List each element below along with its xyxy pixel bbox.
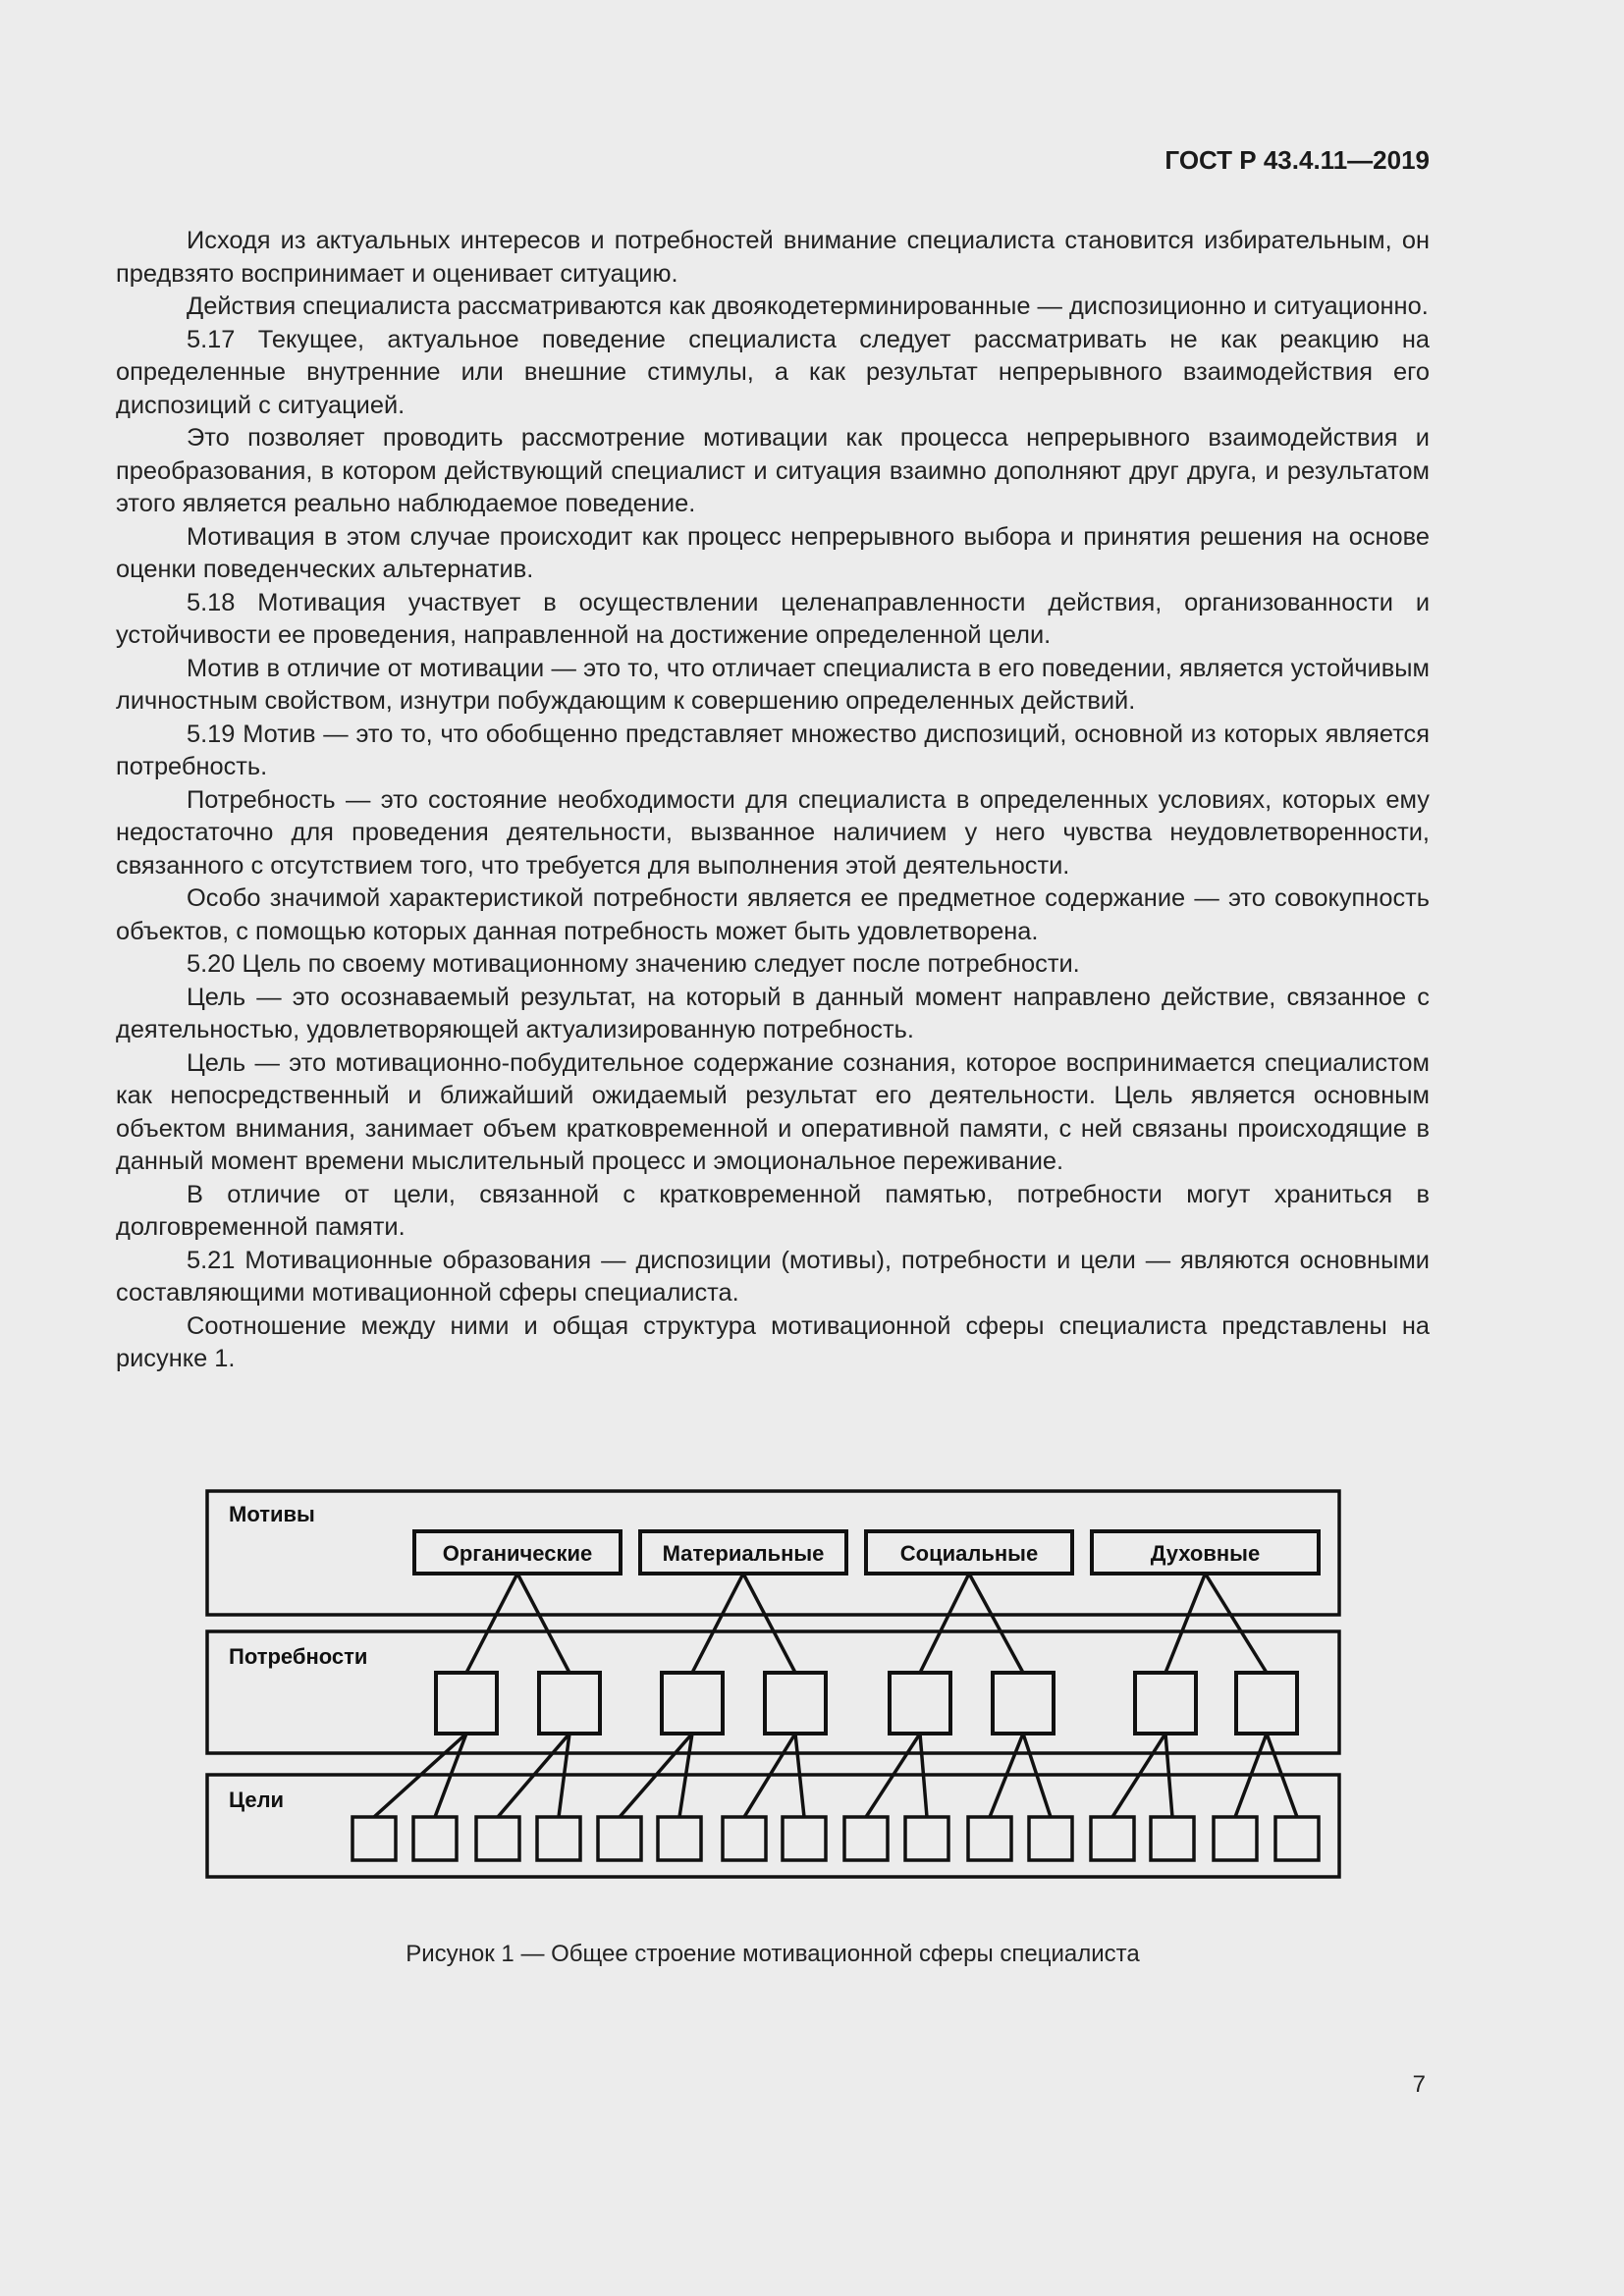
need-box (662, 1673, 723, 1734)
goal-box (783, 1817, 826, 1860)
goal-box (844, 1817, 888, 1860)
motive-need-connector (1206, 1574, 1268, 1673)
paragraph: 5.19 Мотив — это то, что обобщенно представляет множество диспозиций, основной из которых является потребность. (116, 720, 1430, 780)
need-box (436, 1673, 497, 1734)
paragraph: 5.20 Цель по своему мотивационному значению следует после потребности. (187, 950, 1080, 978)
paragraph: Особо значимой характеристикой потребности является ее предметное содержание — это совокупность объектов, с помощью которых данная потребность может быть удовлетворена. (116, 884, 1430, 945)
goal-box (476, 1817, 519, 1860)
paragraph: Цель — это осознаваемый результат, на который в данный момент направлено действие, связанное с деятельностью, удовлетворяющей актуализированную потребность. (116, 983, 1430, 1043)
paragraph: 5.18 Мотивация участвует в осуществлении целенаправленности действия, организованности и устойчивости ее проведения, направленной на достижение определенной цели. (116, 588, 1430, 649)
needs-label: Потребности (229, 1644, 368, 1669)
motive-need-connector (1165, 1574, 1206, 1673)
motive-label: Духовные (1150, 1541, 1261, 1566)
paragraph: 5.21 Мотивационные образования — диспозиции (мотивы), потребности и цели — являются основными составляющими мотивационной сферы специалиста. (116, 1246, 1430, 1307)
goal-box (968, 1817, 1011, 1860)
goal-box (905, 1817, 948, 1860)
motive-label: Социальные (899, 1541, 1039, 1566)
motive-need-connector (920, 1574, 969, 1673)
page-number: 7 (1412, 2071, 1426, 2098)
goal-box (352, 1817, 396, 1860)
paragraph: Потребность — это состояние необходимости для специалиста в определенных условиях, которых ему недостаточно для проведения деятельности, вызванное наличием у него чувства неудовлетворенности, связанного с отсутствием того, что требуется для выполнения этой деятельности. (116, 785, 1430, 880)
figure-caption: Рисунок 1 — Общее строение мотивационной сферы специалиста (406, 1941, 1140, 1967)
need-box (765, 1673, 826, 1734)
motive-need-connector (743, 1574, 795, 1673)
need-box (993, 1673, 1054, 1734)
paragraph: 5.17 Текущее, актуальное поведение специалиста следует рассматривать не как реакцию на определенные внутренние или внешние стимулы, а как результат непрерывного взаимодействия его диспозиций с ситуацией. (116, 325, 1430, 419)
goal-box (1091, 1817, 1134, 1860)
goal-box (1029, 1817, 1072, 1860)
need-box (1236, 1673, 1297, 1734)
paragraph: В отличие от цели, связанной с кратковременной памятью, потребности могут храниться в долговременной памяти. (116, 1180, 1430, 1241)
goal-box (1214, 1817, 1257, 1860)
need-box (890, 1673, 950, 1734)
motive-need-connector (517, 1574, 569, 1673)
goal-box (537, 1817, 580, 1860)
motive-need-connector (969, 1574, 1023, 1673)
paragraph: Мотив в отличие от мотивации — это то, что отличает специалиста в его поведении, является устойчивым личностным свойством, изнутри побуждающим к совершению определенных действий. (116, 654, 1430, 715)
motives-label: Мотивы (229, 1502, 315, 1526)
goals-label: Цели (229, 1788, 285, 1812)
paragraph: Цель — это мотивационно-побудительное содержание сознания, которое воспринимается специалистом как непосредственный и ближайший ожидаемый результат его деятельности. Цель является основным объектом внимания, занимает объем кратковременной и оперативной памяти, с ней связаны происходящие в данный момент времени мыслительный процесс и эмоциональное переживание. (116, 1048, 1430, 1175)
goal-box (413, 1817, 457, 1860)
need-box (1135, 1673, 1196, 1734)
paragraph: Это позволяет проводить рассмотрение мотивации как процесса непрерывного взаимодействия и преобразования, в котором действующий специалист и ситуация взаимно дополняют друг друга, и результатом этого является реально наблюдаемое поведение. (116, 424, 1430, 517)
paragraph: Действия специалиста рассматриваются как двоякодетерминированные — диспозиционно и ситуационно. (187, 293, 1429, 320)
goal-box (1151, 1817, 1194, 1860)
goal-box (723, 1817, 766, 1860)
need-box (539, 1673, 600, 1734)
paragraph: Соотношение между ними и общая структура мотивационной сферы специалиста представлены на рисунке 1. (116, 1311, 1430, 1372)
motive-need-connector (466, 1574, 517, 1673)
motive-need-connector (692, 1574, 743, 1673)
standard-number: ГОСТ Р 43.4.11—2019 (1164, 145, 1430, 175)
goal-box (1275, 1817, 1319, 1860)
paragraph: Мотивация в этом случае происходит как процесс непрерывного выбора и принятия решения на основе оценки поведенческих альтернатив. (116, 522, 1430, 583)
motive-label: Органические (442, 1541, 593, 1566)
goal-box (598, 1817, 641, 1860)
motive-label: Материальные (662, 1541, 825, 1566)
goal-box (658, 1817, 701, 1860)
paragraph: Исходя из актуальных интересов и потребностей внимание специалиста становится избирательным, он предвзято воспринимает и оценивает ситуацию. (116, 227, 1430, 288)
